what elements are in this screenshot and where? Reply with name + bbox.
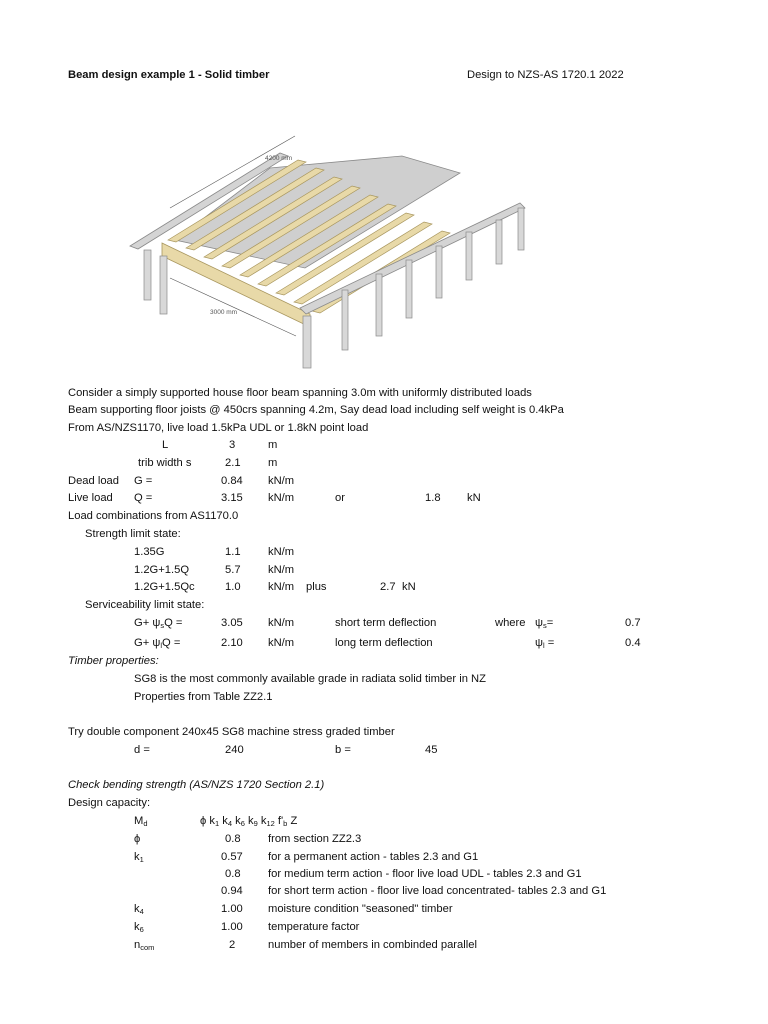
live-load-value: 3.15 — [221, 492, 243, 504]
live-load-symbol: Q = — [134, 492, 153, 504]
floor-framing-illustration — [120, 128, 570, 378]
combo-3-point-value: 2.7 — [380, 581, 396, 593]
trib-width-unit: m — [268, 457, 278, 469]
combo-2-value: 5.7 — [225, 564, 241, 576]
serv-1-where: where — [495, 617, 526, 629]
psi-s-symbol: $\psi_s=$ — [535, 617, 554, 630]
serv-2-unit: kN/m — [268, 637, 295, 649]
trial-section-text: Try double component 240x45 SG8 machine stress graded timber — [68, 726, 395, 738]
depth-label: d = — [134, 744, 150, 756]
psi-s-value: 0.7 — [625, 617, 641, 629]
factor-row-phi-description: from section ZZ2.3 — [268, 833, 362, 845]
combo-3-unit: kN/m — [268, 581, 295, 593]
combo-1-name: 1.35G — [134, 546, 165, 558]
factor-row-phi-symbol: ϕ — [134, 833, 141, 845]
intro-line-1: Consider a simply supported house floor beam spanning 3.0m with uniformly distributed loads — [68, 387, 532, 399]
strength-limit-heading: Strength limit state: — [85, 528, 181, 540]
psi-l-value: 0.4 — [625, 637, 641, 649]
dead-load-unit: kN/m — [268, 475, 295, 487]
breadth-label: b = — [335, 744, 351, 756]
combo-1-value: 1.1 — [225, 546, 241, 558]
factor-row-k1-short-description: for short term action - floor live load concentrated- tables 2.3 and G1 — [268, 885, 607, 897]
document-title: Beam design example 1 - Solid timber — [68, 69, 270, 81]
serv-2-value: 2.10 — [221, 637, 243, 649]
factor-row-k1-symbol: $k_1$ — [134, 851, 144, 864]
serv-1-unit: kN/m — [268, 617, 295, 629]
combo-1-unit: kN/m — [268, 546, 295, 558]
timber-properties-heading: Timber properties: — [68, 655, 159, 667]
factor-row-k1-description: for a permanent action - tables 2.3 and G1 — [268, 851, 479, 863]
factor-row-k1-short-value: 0.94 — [221, 885, 243, 897]
combo-2-name: 1.2G+1.5Q — [134, 564, 190, 576]
combo-3-name: 1.2G+1.5Qc — [134, 581, 195, 593]
dead-load-label: Dead load — [68, 475, 120, 487]
span-unit: m — [268, 439, 278, 451]
trib-width-label: trib width s — [138, 457, 192, 469]
serv-1-description: short term deflection — [335, 617, 437, 629]
factor-row-k1-medium-value: 0.8 — [225, 868, 241, 880]
serv-1-value: 3.05 — [221, 617, 243, 629]
factor-row-k6-symbol: $k_6$ — [134, 921, 144, 934]
factor-row-k4-symbol: $k_4$ — [134, 903, 144, 916]
factor-row-k1-value: 0.57 — [221, 851, 243, 863]
live-load-label: Live load — [68, 492, 113, 504]
intro-line-2: Beam supporting floor joists @ 450crs spanning 4.2m, Say dead load including self weight is 0.4kPa — [68, 404, 564, 416]
trib-width-value: 2.1 — [225, 457, 241, 469]
md-formula: ϕ $k_1$ $k_4$ $k_6$ $k_9$ $k_{12}$ $f'_b$ Z — [200, 815, 298, 828]
breadth-value: 45 — [425, 744, 438, 756]
depth-value: 240 — [225, 744, 244, 756]
dimension-label-bottom: 3000 mm — [210, 309, 238, 316]
dimension-label-top: 4200 mm — [265, 155, 293, 162]
serv-2-description: long term deflection — [335, 637, 433, 649]
factor-row-k6-value: 1.00 — [221, 921, 243, 933]
combo-3-point-unit: kN — [402, 581, 416, 593]
serviceability-limit-heading: Serviceability limit state: — [85, 599, 205, 611]
point-load-value: 1.8 — [425, 492, 441, 504]
timber-properties-line-1: SG8 is the most commonly available grade in radiata solid timber in NZ — [134, 673, 486, 685]
factor-row-ncom-symbol: $n_{com}$ — [134, 939, 155, 952]
factor-row-k1-medium-description: for medium term action - floor live load UDL - tables 2.3 and G1 — [268, 868, 582, 880]
combo-3-value: 1.0 — [225, 581, 241, 593]
intro-line-3: From AS/NZS1170, live load 1.5kPa UDL or 1.8kN point load — [68, 422, 369, 434]
design-capacity-label: Design capacity: — [68, 797, 151, 809]
md-symbol: $M_d$ — [134, 815, 148, 828]
live-load-or: or — [335, 492, 345, 504]
dead-load-value: 0.84 — [221, 475, 243, 487]
serv-1-expression: $G+ \psi_sQ$ = — [134, 617, 183, 630]
span-label: L — [162, 439, 169, 451]
design-standard: Design to NZS-AS 1720.1 2022 — [467, 69, 624, 81]
factor-row-phi-value: 0.8 — [225, 833, 241, 845]
load-combinations-heading: Load combinations from AS1170.0 — [68, 510, 239, 522]
span-value: 3 — [229, 439, 236, 451]
factor-row-ncom-description: number of members in combinded parallel — [268, 939, 477, 951]
factor-row-k4-value: 1.00 — [221, 903, 243, 915]
live-load-unit: kN/m — [268, 492, 295, 504]
combo-3-plus: plus — [306, 581, 327, 593]
psi-l-symbol: $\psi_l$ = — [535, 637, 555, 650]
timber-properties-line-2: Properties from Table ZZ2.1 — [134, 691, 273, 703]
bending-check-heading: Check bending strength (AS/NZS 1720 Section 2.1) — [68, 779, 325, 791]
dead-load-symbol: G = — [134, 475, 153, 487]
factor-row-k6-description: temperature factor — [268, 921, 360, 933]
factor-row-k4-description: moisture condition "seasoned" timber — [268, 903, 453, 915]
serv-2-expression: $G+ \psi_lQ$ = — [134, 637, 181, 650]
factor-row-ncom-value: 2 — [229, 939, 236, 951]
point-load-unit: kN — [467, 492, 481, 504]
combo-2-unit: kN/m — [268, 564, 295, 576]
